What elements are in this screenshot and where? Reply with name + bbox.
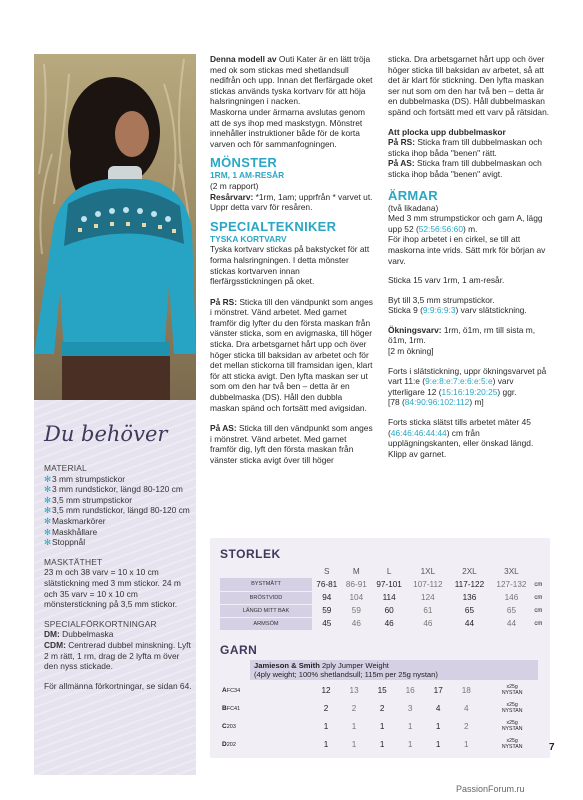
sleeves-cast-on: Med 3 mm strumpstickor och garn A, lägg upp 52 (52:56:56:60) m.: [388, 213, 543, 234]
measurement-value: 114: [382, 593, 396, 602]
yarn-quantity: 4: [463, 703, 469, 713]
material-label: Maskmarkörer: [52, 515, 106, 526]
material-label: 3 mm strumpstickor: [52, 473, 126, 484]
unit-label: cm: [534, 581, 543, 588]
sleeves-rib: Sticka 15 varv 1rm, 1 am-resår.: [388, 275, 505, 286]
material-label: 3,5 mm strumpstickor: [52, 494, 133, 505]
sidebar-title: Du behöver: [44, 422, 168, 446]
material-item: [44, 505, 192, 516]
measurement-value: 107-112: [413, 580, 443, 589]
material-label: 3 mm rundstickor, längd 80-120 cm: [52, 484, 183, 495]
measurement-label: LÄNGD MITT BAK: [220, 604, 312, 617]
material-label: Maskhållare: [52, 526, 98, 537]
yarn-quantity: 2: [351, 703, 357, 713]
yarn-unit: x25g NYSTAN: [501, 702, 523, 714]
sleeves-heading: ÄRMAR: [388, 187, 438, 203]
material-label: 3,5 mm rundstickor, längd 80-120 cm: [52, 505, 190, 516]
yarn-table: [220, 681, 544, 753]
yarn-quantity: 1: [379, 721, 385, 731]
size-table: [220, 565, 544, 631]
measurement-value: 46: [423, 619, 433, 628]
pick-up-rs: På RS: Sticka fram till dubbelmaskan och sticka ihop båda "benen" rätt.: [388, 137, 543, 158]
yarn-color-label: D202: [222, 740, 236, 748]
measurement-value: 46: [384, 619, 394, 628]
yarn-quantity: 1: [351, 721, 357, 731]
yarn-row: [220, 699, 544, 717]
yarn-quantity: 2: [323, 703, 329, 713]
snowflake-icon: ✻: [44, 484, 52, 495]
unit-label: cm: [534, 594, 543, 601]
yarn-color-label: AFC34: [222, 686, 241, 694]
size-row: [220, 578, 544, 591]
sleeves-change-needles: Byt till 3,5 mm strumpstickor.: [388, 294, 495, 305]
gauge-heading: MASKTÄTHET: [44, 556, 103, 567]
yarn-quantity: 12: [321, 685, 331, 695]
pattern-repeat: (2 m rapport): [210, 180, 259, 191]
abbreviation-cdm: CDM: Centrerad dubbel minskning. Lyft 2 m rätt, 1 rm, drag de 2 lyfta m över den nyss stickade.: [44, 639, 191, 672]
size-row: [220, 604, 544, 617]
measurement-value: 46: [351, 619, 361, 628]
yarn-quantity: 1: [463, 739, 469, 749]
page-number: 7: [549, 742, 555, 753]
yarn-quantity: 2: [463, 721, 469, 731]
size-row: [220, 591, 544, 604]
yarn-quantity: 4: [435, 703, 441, 713]
text-column-2: [388, 54, 550, 459]
material-item: [44, 537, 192, 548]
yarn-row: [220, 717, 544, 735]
measurement-value: 117-122: [454, 580, 485, 589]
size-label: 1XL: [420, 567, 436, 576]
short-rows-text: Tyska kortvarv stickas på bakstycket för att forma halsringningen. I detta mönster stickas kortvarven innan flerfärgsstickningen på oket.: [210, 244, 370, 287]
measurement-value: 65: [464, 606, 474, 615]
rs-instructions: På RS: Sticka till den vändpunkt som anges i mönstret. Vänd arbetet. Med garnet framför dig lyfter du den första maskan från vänster sticka, som en avigmaska, till höger sticka. Dra arbetsgarnet hårt upp och över höger sticka till baksidan av arbetet och för det mellan stickorna till framsidan igen, klart för att sticka avigt. Den lyfta maskan ser ut som om den har två ben – detta är en dubbelmaska (DS). Håll den dubbla maskan spänd och fortsätt med avigsidan.: [210, 296, 373, 413]
measurement-value: 61: [423, 606, 433, 615]
measurement-value: 44: [464, 619, 474, 628]
continue-length: Forts sticka slätst tills arbetet mäter 45 (46:46:46:44:44) cm från upplägningskanten, eller önskad längd. Klipp av garnet.: [388, 417, 534, 459]
material-item: [44, 527, 192, 538]
increase-row: Ökningsvarv: 1rm, ö1m, rm till sista m, ö1m, 1rm.: [388, 324, 536, 346]
material-list: [44, 474, 192, 548]
model-sweater-illustration: [34, 54, 196, 400]
measurement-label: ARMSÖM: [220, 617, 312, 630]
pattern-subheading: 1RM, 1 AM-RESÅR: [210, 170, 285, 181]
yarn-color-label: BFC41: [222, 704, 241, 712]
unit-label: cm: [534, 620, 543, 627]
yarn-quantity: 18: [461, 685, 471, 695]
size-label: 2XL: [462, 567, 477, 576]
yarn-quantity: 17: [433, 685, 443, 695]
measurement-value: 104: [349, 593, 364, 602]
yarn-quantity: 1: [435, 739, 441, 749]
yarn-quantity: 15: [377, 685, 387, 695]
sleeves-subheading: (två likadana): [388, 202, 439, 213]
yarn-quantity: 16: [405, 685, 415, 695]
yarn-row: [220, 735, 544, 753]
size-heading: STORLEK: [220, 547, 281, 561]
yarn-quantity: 2: [379, 703, 385, 713]
yarn-quantity: 3: [407, 703, 413, 713]
measurement-value: 97-101: [376, 580, 402, 589]
yarn-row: [220, 681, 544, 699]
size-row: [220, 617, 544, 630]
yarn-description: Jamieson & Smith 2ply Jumper Weight (4ply weight; 100% shetlandsull; 115m per 25g nystan): [250, 660, 538, 680]
materials-sidebar: [34, 400, 196, 775]
techniques-heading: SPECIALTEKNIKER: [210, 218, 337, 234]
yarn-heading: GARN: [220, 643, 258, 657]
intro-paragraph-2: Maskorna under ärmarna avslutas genom att de sys ihop med maskstygn. Mönstret innehåller instruktioner både för de korta varven och för sammanfogningen.: [210, 106, 366, 149]
size-label: 3XL: [504, 567, 519, 576]
general-abbreviations-note: För allmänna förkortningar, se sidan 64.: [44, 680, 192, 691]
measurement-label: BYSTMÅTT: [220, 578, 312, 591]
pattern-heading: MÖNSTER: [210, 155, 278, 171]
text-column-1: [210, 54, 373, 466]
measurement-value: 136: [462, 593, 477, 602]
snowflake-icon: ✻: [44, 505, 52, 516]
measurement-value: 94: [322, 593, 332, 602]
intro-paragraph: Denna modell av Outi Kater är en lätt tröja med ok som stickas med shetlandsull nedifrån och upp. Innan det flerfärgade oket stickas används tyska kortvarv för att höja halsringningen i nacken.: [210, 54, 373, 107]
snowflake-icon: ✻: [44, 537, 52, 548]
measurement-value: 59: [322, 606, 332, 615]
pick-up-heading: Att plocka upp dubbelmaskor: [388, 126, 506, 137]
increase-repeat: Forts i slätstickning, uppr ökningsvarvet på vart 11:e (9:e:8:e:7:e:6:e:5:e) varv ytterligare 12 (15:16:19:20:25) ggr. [78 (84:90:96:102:112) m]: [388, 365, 547, 408]
yarn-quantity: 13: [349, 685, 359, 695]
gauge-text: 23 m och 38 varv = 10 x 10 cm slätstickning med 3 mm stickor. 24 m och 35 varv = 10 x 10 cm mönsterstickning på 3,5 mm stickor.: [44, 567, 181, 610]
measurement-value: 86-91: [345, 580, 367, 589]
size-header-row: [220, 565, 544, 578]
increase-count: [2 m ökning]: [388, 346, 434, 357]
pattern-rib-row: Resårvarv: *1rm, 1am; upprfrån * varvet ut. Uppr detta varv för resåren.: [210, 191, 373, 213]
watermark: PassionForum.ru: [456, 784, 525, 794]
size-label: M: [352, 567, 360, 576]
yarn-quantity: 1: [323, 739, 329, 749]
yarn-quantity: 1: [379, 739, 385, 749]
yarn-unit: x25g NYSTAN: [501, 720, 523, 732]
measurement-value: 60: [384, 606, 394, 615]
abbreviation-dm: DM: Dubbelmaska: [44, 629, 114, 640]
snowflake-icon: ✻: [44, 515, 52, 526]
yarn-quantity: 1: [351, 739, 357, 749]
sidebar-body: [44, 463, 192, 691]
yarn-unit: x25g NYSTAN: [501, 684, 523, 696]
abbreviations-heading: SPECIALFÖRKORTNINGAR: [44, 618, 157, 629]
yarn-color-label: C203: [222, 722, 236, 730]
pick-up-ws: På AS: Sticka fram till dubbelmaskan och sticka ihop båda "benen" avigt.: [388, 158, 542, 179]
material-item: [44, 516, 192, 527]
material-label: Stoppnål: [52, 537, 86, 548]
size-label: S: [324, 567, 330, 576]
unit-label: cm: [534, 607, 543, 614]
material-item: [44, 495, 192, 506]
material-heading: MATERIAL: [44, 463, 87, 473]
snowflake-icon: ✻: [44, 494, 52, 505]
yarn-quantity: 1: [435, 721, 441, 731]
measurement-value: 45: [322, 619, 332, 628]
measurement-value: 44: [506, 619, 516, 628]
measurement-value: 76-81: [316, 580, 338, 589]
size-yarn-panel: [210, 538, 550, 758]
measurement-value: 146: [504, 593, 519, 602]
sleeves-stockinette: Sticka 9 (9:9:6:9:3) varv slätstickning.: [388, 305, 527, 316]
yarn-quantity: 1: [323, 721, 329, 731]
size-label: L: [386, 567, 392, 576]
ws-instructions: På AS: Sticka till den vändpunkt som anges i mönstret. Vänd arbetet. Med garnet framför dig, lyft den första maskan från vänster sticka avigt över till höger: [210, 423, 373, 465]
short-rows-subheading: TYSKA KORTVARV: [210, 233, 287, 244]
yarn-unit: x25g NYSTAN: [501, 738, 523, 750]
model-photo: [34, 54, 196, 400]
yarn-quantity: 1: [407, 739, 413, 749]
sleeves-join: För ihop arbetet i en cirkel, se till att maskorna inte vrids. Sätt mrk för början av varv.: [388, 234, 546, 266]
material-item: [44, 474, 192, 485]
ws-continued: sticka. Dra arbetsgarnet hårt upp och över höger sticka till baksidan av arbetet, så att det är klart för stickning. Den lyfta maskan ser nut som om den har två ben – detta är en dubbelmaska (DS). Håll dubbelmaskan spänd och fortsätt med ett varv på rätsidan.: [388, 54, 550, 117]
yarn-quantity: 1: [407, 721, 413, 731]
measurement-value: 127-132: [496, 580, 527, 589]
material-item: [44, 484, 192, 495]
measurement-label: BRÖSTVIDD: [220, 591, 312, 604]
snowflake-icon: ✻: [44, 526, 52, 537]
measurement-value: 65: [506, 606, 516, 615]
snowflake-icon: ✻: [44, 473, 52, 484]
measurement-value: 124: [421, 593, 435, 602]
measurement-value: 59: [351, 606, 361, 615]
